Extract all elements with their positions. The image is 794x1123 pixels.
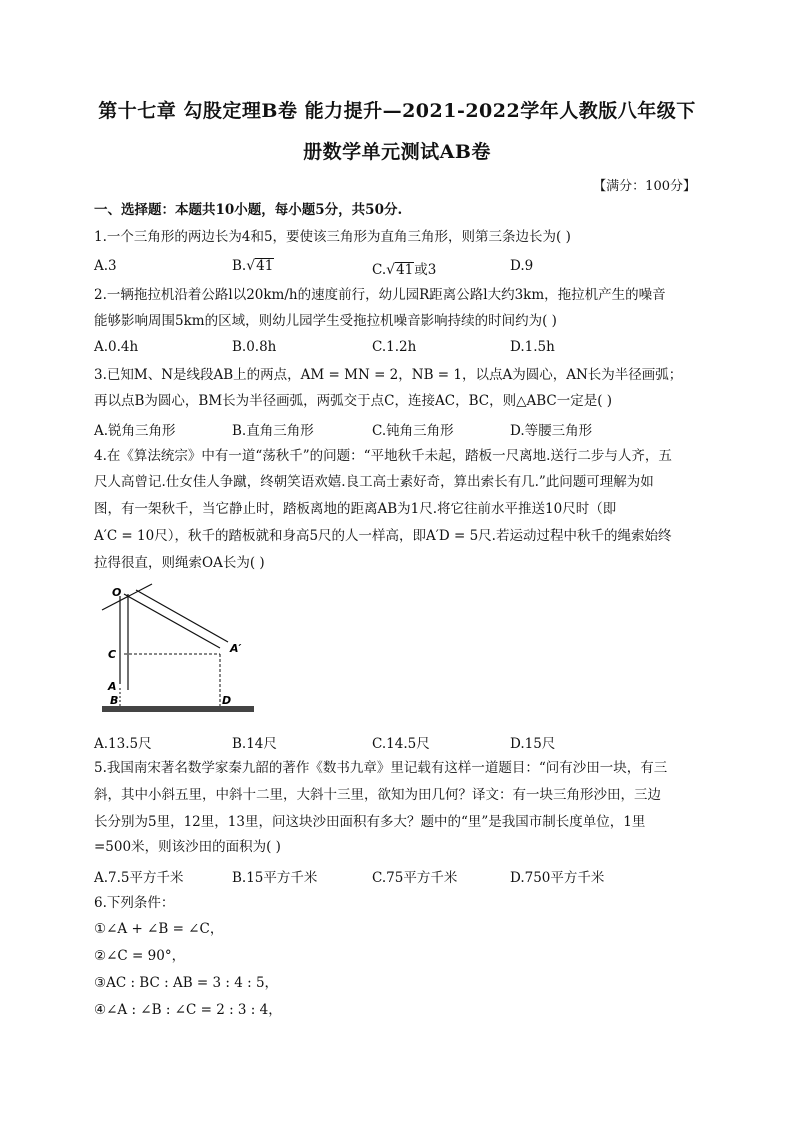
q6-condition-4: ④∠A : ∠B : ∠C = 2 : 3 : 4，: [94, 1002, 282, 1018]
q5-option-c: C.75平方千米: [372, 870, 458, 886]
page-title: 第十七章 勾股定理B卷 能力提升—2021-2022学年人教版八年级下: [98, 100, 696, 122]
q4-option-b: B.14尺: [232, 736, 277, 752]
label-d: D: [222, 694, 232, 707]
question-2-line-2: 能够影响周围5km的区域，则幼儿园学生受拖拉机噪音影响持续的时间约为( ): [94, 313, 557, 329]
rope-slant-lower: [136, 590, 228, 642]
question-5-line-3: 长分别为5里，12里，13里，问这块沙田面积有多大？题中的“里”是我国市制长度单位，1里: [94, 814, 646, 830]
q2-option-b: B.0.8h: [232, 339, 277, 355]
q4-option-d: D.15尺: [510, 736, 556, 752]
label-a-prime: A′: [230, 642, 242, 655]
question-4-line-5: 拉得很直，则绳索OA长为( ): [94, 555, 265, 571]
question-4-line-2: 尺人高曾记.仕女佳人争蹴，终朝笑语欢嬉.良工高士素好奇，算出索长有几.”此问题可理解为如: [94, 474, 654, 490]
q2-option-c: C.1.2h: [372, 339, 417, 355]
label-c: C: [108, 648, 117, 661]
question-1-stem: 1.一个三角形的两边长为4和5，要使该三角形为直角三角形，则第三条边长为( ): [94, 229, 571, 245]
q1-option-a: A.3: [94, 258, 117, 274]
swing-diagram: [100, 580, 260, 720]
label-b: B: [110, 694, 119, 707]
q5-option-b: B.15平方千米: [232, 870, 318, 886]
q5-option-d: D.750平方千米: [510, 870, 605, 886]
question-6-stem: 6.下列条件：: [94, 895, 175, 911]
q6-condition-1: ①∠A + ∠B = ∠C，: [94, 921, 224, 937]
q6-condition-2: ②∠C = 90°，: [94, 948, 186, 964]
page-title-continued: 册数学单元测试AB卷: [303, 141, 491, 163]
question-2-line-1: 2.一辆拖拉机沿着公路l以20km/h的速度前行，幼儿园R距离公路l大约3km，拖拉机产生的噪音: [94, 287, 666, 303]
q3-option-d: D.等腰三角形: [510, 423, 593, 439]
q4-option-a: A.13.5尺: [94, 736, 152, 752]
q1-option-c: C.√41或3: [372, 262, 437, 278]
q1-option-b: B.√41: [232, 258, 274, 274]
question-4-line-4: A′C = 10尺），秋千的踏板就和身高5尺的人一样高，即A′D = 5尺.若运动过程中秋千的绳索始终: [94, 528, 672, 544]
q3-option-b: B.直角三角形: [232, 423, 314, 439]
label-a: A: [108, 680, 117, 693]
question-5-line-1: 5.我国南宋著名数学家秦九韶的著作《数书九章》里记载有这样一道题目：“问有沙田一块，有三: [94, 760, 668, 776]
question-3-line-1: 3.已知M、N是线段AB上的两点，AM = MN = 2，NB = 1，以点A为圆心，AN长为半径画弧；: [94, 367, 683, 383]
q2-option-d: D.1.5h: [510, 339, 555, 355]
question-5-line-4: =500米，则该沙田的面积为( ): [94, 839, 281, 855]
q2-option-a: A.0.4h: [94, 339, 139, 355]
q3-option-a: A.锐角三角形: [94, 423, 176, 439]
q1-option-d: D.9: [510, 258, 534, 274]
question-4-line-1: 4.在《算法统宗》中有一道“荡秋千”的问题：“平地秋千未起，踏板一尺离地.送行二步与人齐，五: [94, 448, 672, 464]
score-label: 【满分：100分】: [593, 179, 696, 194]
q6-condition-3: ③AC : BC : AB = 3 : 4 : 5，: [94, 975, 279, 991]
q3-option-c: C.钝角三角形: [372, 423, 454, 439]
ground-bar: [102, 706, 254, 712]
q5-option-a: A.7.5平方千米: [94, 870, 184, 886]
section-heading: 一、选择题：本题共10小题，每小题5分，共50分.: [94, 202, 403, 218]
question-4-line-3: 图，有一架秋千，当它静止时，踏板离地的距离AB为1尺.将它往前水平推送10尺时（即: [94, 501, 617, 517]
question-3-line-2: 再以点B为圆心，BM长为半径画弧，两弧交于点C，连接AC，BC，则△ABC一定是( ): [94, 393, 613, 409]
q4-option-c: C.14.5尺: [372, 736, 430, 752]
rope-slant-upper: [124, 594, 220, 648]
label-o: O: [112, 586, 122, 599]
question-5-line-2: 斜，其中小斜五里，中斜十二里，大斜十三里，欲知为田几何？译文：有一块三角形沙田，三边: [94, 787, 661, 803]
